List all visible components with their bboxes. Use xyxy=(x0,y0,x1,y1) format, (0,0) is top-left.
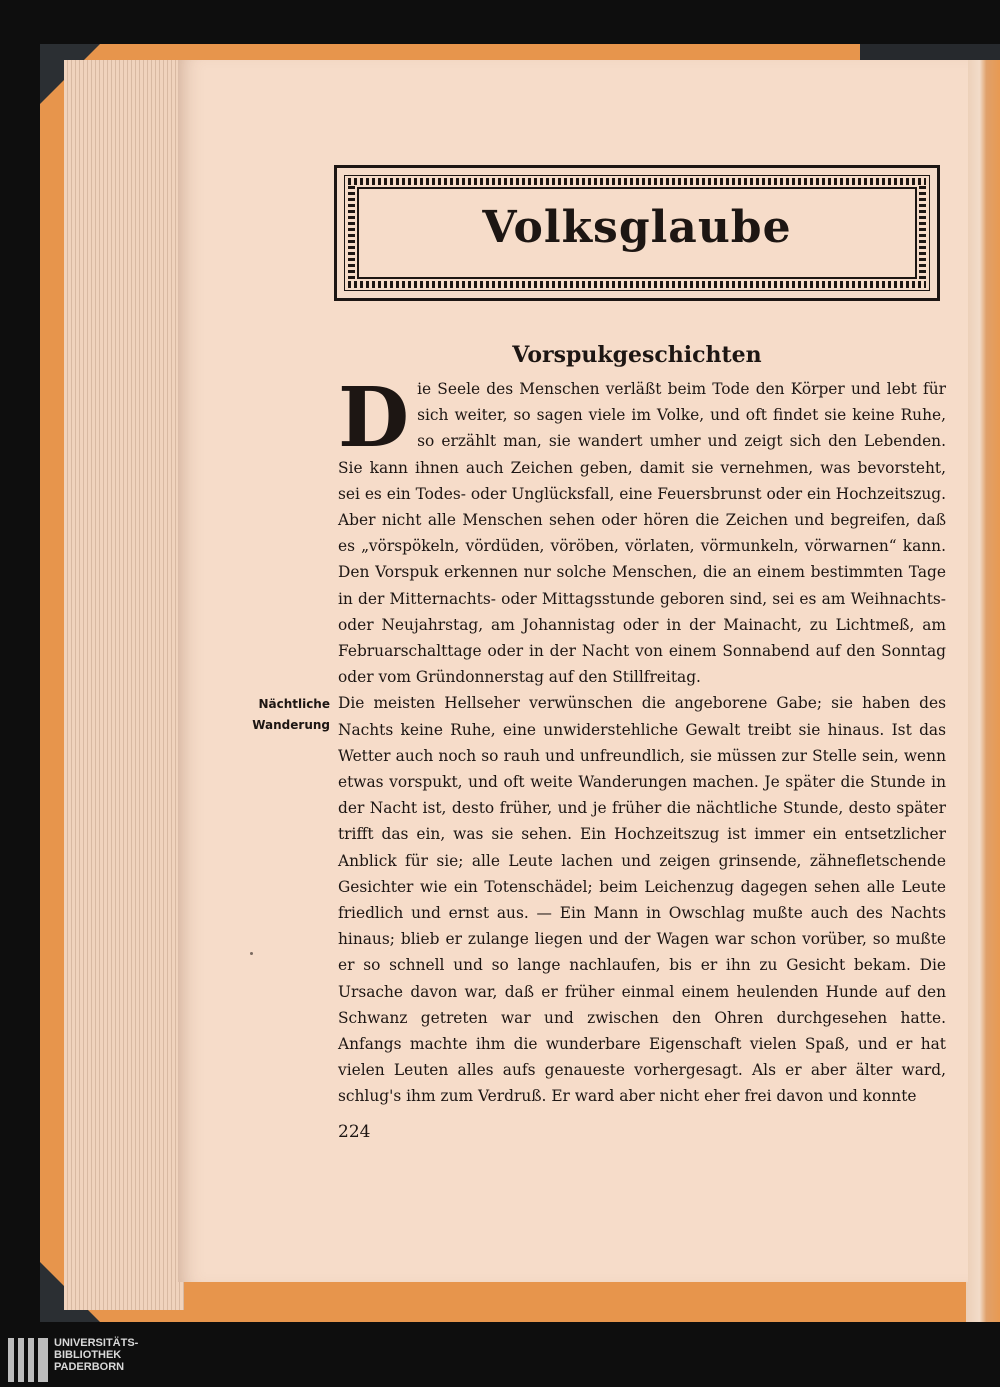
drop-cap: D xyxy=(338,370,410,466)
page-number: 224 xyxy=(338,1122,371,1142)
library-logo-icon xyxy=(8,1338,54,1382)
paragraph-2: Die meisten Hellseher verwünschen die angeborene Gabe; sie haben des Nachts keine Ruhe, eine unwiderstehliche Gewalt treibt sie hinaus. Ist das Wetter auch noch so rauh und unfreundlich, sie müssen zur Stelle sein, wenn etwas vorspukt, und oft weite Wanderungen machen. Je später die Stunde in der Nacht ist, desto früher, und je früher die nächtliche Stunde, desto später trifft das ein, was sie sehen. Ein Hochzeitszug ist immer ein entsetzlicher Anblick für sie; alle Leute lachen und zeigen grinsende, zähnefletschende Gesichter wie ein Totenschädel; beim Leichenzug dagegen sehen alle Leute friedlich und ernst aus. — Ein Mann in Owschlag mußte auch des Nachts hinaus; blieb er zulange liegen und der Wagen war schon vorüber, so mußte er so schnell und so lange nachlaufen, bis er ihn zu Gesicht bekam. Die Ursache davon war, daß er früher einmal einem heulenden Hunde auf den Schwanz getreten war und zwischen den Ohren durchgesehen hatte. Anfangs machte ihm die wunderbare Eigenschaft vielen Spaß, und er hat vielen Leuten alles aufs genaueste vorhergesagt. Als er aber älter ward, schlug's ihm zum Verdruß. Er ward aber nicht eher frei davon und konnte xyxy=(338,694,946,1106)
body-text xyxy=(338,370,946,1110)
library-logo-text: UNIVERSITÄTS- BIBLIOTHEK PADERBORN xyxy=(54,1337,139,1373)
chapter-title: Volksglaube xyxy=(482,202,792,253)
facing-page-edge xyxy=(966,60,1000,1322)
page-edges xyxy=(64,60,184,1310)
margin-note xyxy=(232,694,330,736)
paragraph-1-text: ie Seele des Menschen verläßt beim Tode den Körper und lebt für sich weiter, so sagen viele im Volke, und oft findet sie keine Ruhe, so erzählt man, sie wandert umher und zeigt sich den Lebenden. Sie kann ihnen auch Zeichen geben, damit sie vernehmen, was bevorsteht, sei es ein Todes- oder Unglücksfall, eine Feuersbrunst oder ein Hochzeitszug. Aber nicht alle Menschen sehen oder hören die Zeichen und begreifen, daß es „vörspökeln, vördüden, vöröben, vörlaten, vörmunkeln, vörwarnen“ kann. Den Vorspuk erkennen nur solche Menschen, die an einem bestimmten Tage in der Mitternachts- oder Mittagsstunde geboren sind, sei es am Weihnachts- oder Neujahrstag, am Johannistag oder in der Mainacht, zu Lichtmeß, am Februarschalttage oder in der Nacht von einem Sonnabend auf den Sonntag oder vom Gründonnerstag auf den Stillfreitag. xyxy=(338,380,946,687)
margin-note-line-2: Wanderung xyxy=(252,718,330,732)
binding-tape xyxy=(860,44,1000,60)
margin-note-line-1: Nächtliche xyxy=(258,697,330,711)
page-mark xyxy=(250,952,253,955)
chapter-title-frame xyxy=(334,165,940,301)
paragraph-1 xyxy=(338,370,946,690)
section-title: Vorspukgeschichten xyxy=(512,342,762,368)
